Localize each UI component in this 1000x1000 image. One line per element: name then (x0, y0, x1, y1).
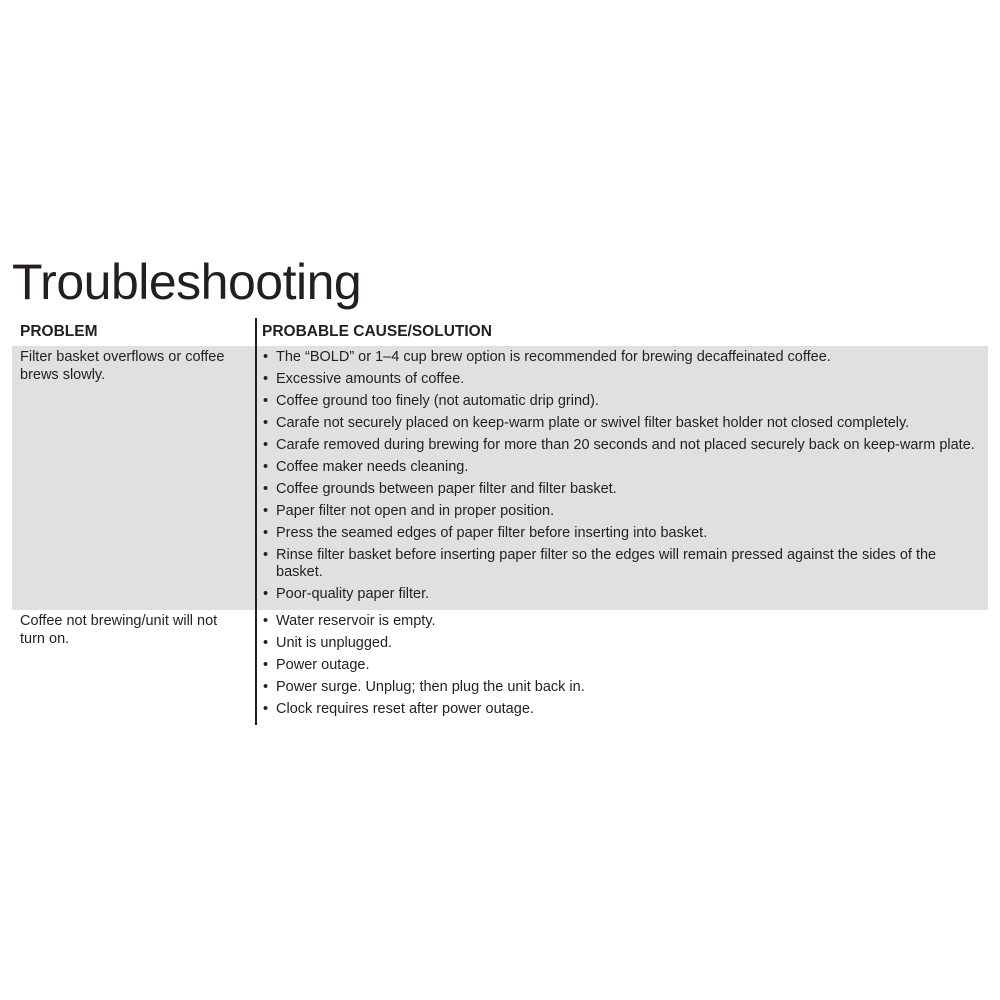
bullet-icon: • (263, 679, 269, 695)
table-row (12, 346, 988, 610)
cause-text: Press the seamed edges of paper filter before inserting into basket. (276, 525, 708, 541)
cause-text: Unit is unplugged. (276, 635, 393, 651)
list-item (262, 525, 976, 542)
troubleshooting-table (12, 318, 988, 725)
bullet-icon: • (263, 481, 269, 497)
bullet-icon: • (263, 547, 269, 563)
list-item (262, 371, 976, 388)
table-row (12, 610, 988, 725)
cause-text: Power outage. (276, 657, 370, 673)
cause-text: Coffee ground too finely (not automatic drip grind). (276, 393, 599, 409)
list-item (262, 547, 976, 581)
cause-text: Power surge. Unplug; then plug the unit back in. (276, 679, 585, 695)
cause-text: Clock requires reset after power outage. (276, 701, 534, 717)
list-item (262, 437, 976, 454)
list-item (262, 613, 976, 630)
bullet-icon: • (263, 459, 269, 475)
bullet-icon: • (263, 657, 269, 673)
bullet-icon: • (263, 349, 269, 365)
table-header-row (12, 318, 988, 346)
problem-cell: Filter basket overflows or coffee brews slowly. (20, 349, 225, 383)
cause-text: Carafe removed during brewing for more than 20 seconds and not placed securely back on keep-warm plate. (276, 437, 975, 453)
cause-text: Paper filter not open and in proper position. (276, 503, 555, 519)
page-title: Troubleshooting (12, 254, 362, 310)
cause-text: Rinse filter basket before inserting paper filter so the edges will remain pressed against the sides of the basket. (276, 547, 937, 580)
cause-list (262, 613, 988, 718)
list-item (262, 481, 976, 498)
cause-column-header: PROBABLE CAUSE/SOLUTION (262, 323, 492, 340)
problem-column-header: PROBLEM (20, 323, 98, 340)
cause-text: Excessive amounts of coffee. (276, 371, 465, 387)
cause-list (262, 349, 988, 603)
bullet-icon: • (263, 701, 269, 717)
list-item (262, 635, 976, 652)
bullet-icon: • (263, 525, 269, 541)
list-item (262, 393, 976, 410)
cause-text: Coffee grounds between paper filter and filter basket. (276, 481, 617, 497)
cause-cell (262, 610, 988, 725)
list-item (262, 701, 976, 718)
problem-cell: Coffee not brewing/unit will not turn on. (20, 613, 218, 647)
bullet-icon: • (263, 503, 269, 519)
list-item (262, 503, 976, 520)
list-item (262, 586, 976, 603)
bullet-icon: • (263, 613, 269, 629)
cause-text: Coffee maker needs cleaning. (276, 459, 469, 475)
bullet-icon: • (263, 393, 269, 409)
bullet-icon: • (263, 635, 269, 651)
cause-text: Carafe not securely placed on keep-warm plate or swivel filter basket holder not closed completely. (276, 415, 910, 431)
cause-text: Poor-quality paper filter. (276, 586, 430, 602)
list-item (262, 459, 976, 476)
list-item (262, 415, 976, 432)
list-item (262, 657, 976, 674)
cause-cell (262, 346, 988, 610)
cause-text: The “BOLD” or 1–4 cup brew option is recommended for brewing decaffeinated coffee. (276, 349, 831, 365)
bullet-icon: • (263, 437, 269, 453)
bullet-icon: • (263, 415, 269, 431)
list-item (262, 679, 976, 696)
column-divider (255, 318, 257, 725)
bullet-icon: • (263, 586, 269, 602)
list-item (262, 349, 976, 366)
bullet-icon: • (263, 371, 269, 387)
cause-text: Water reservoir is empty. (276, 613, 436, 629)
